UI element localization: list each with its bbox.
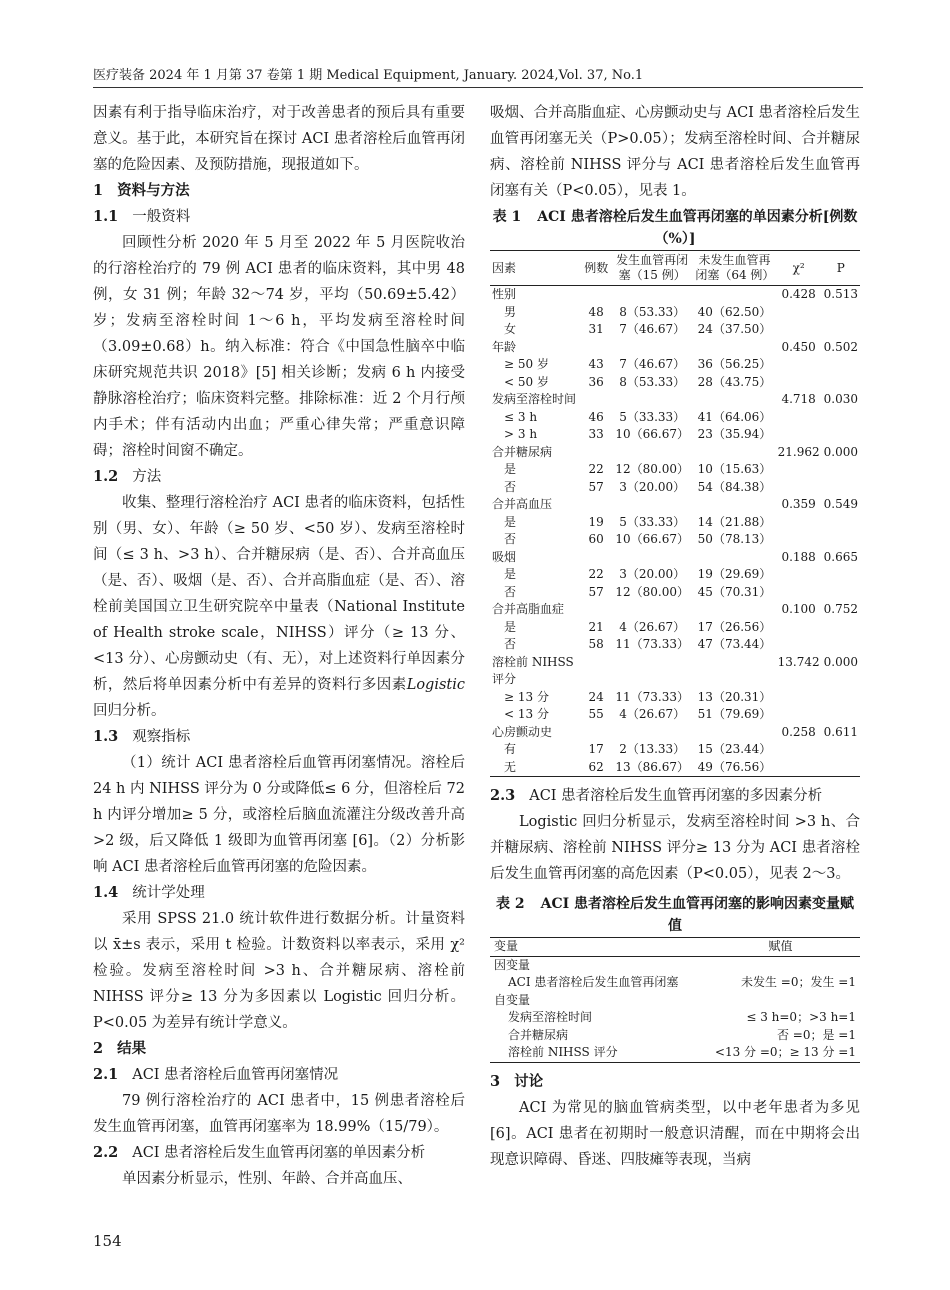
table-1-caption: 表 1 ACI 患者溶栓后发生血管再闭塞的单因素分析[例数（%）] xyxy=(492,209,858,247)
table-cell-assignment: ≤ 3 h=0；>3 h=1 xyxy=(746,1010,856,1024)
table-cell-reocclusion: 12（80.00） xyxy=(615,584,689,599)
table-cell-count xyxy=(581,601,611,619)
right-column xyxy=(490,100,860,1173)
table-cell-p: 0.611 xyxy=(823,724,858,739)
table-row xyxy=(490,671,860,689)
table-cell-factor: 否 xyxy=(504,584,517,599)
table-row xyxy=(490,391,860,409)
table-cell-count: 43 xyxy=(588,357,604,371)
table-row xyxy=(490,514,860,532)
table-row xyxy=(490,724,860,742)
table-cell-reocclusion: 4（26.67） xyxy=(619,707,686,721)
table-cell-no-reocclusion xyxy=(693,444,775,462)
table-cell-variable: 溶栓前 NIHSS 评分 xyxy=(508,1045,618,1059)
table-cell-p xyxy=(822,636,860,654)
table-cell-factor: 评分 xyxy=(492,672,517,686)
table-cell-p xyxy=(822,321,860,339)
table-cell-no-reocclusion xyxy=(693,724,775,742)
table-cell-reocclusion: 12（80.00） xyxy=(615,462,689,476)
table-cell-chi xyxy=(776,759,822,777)
table-row xyxy=(490,566,860,584)
table-row xyxy=(490,689,860,707)
table-cell-count: 31 xyxy=(588,322,604,336)
table-row xyxy=(490,339,860,357)
section-1-4-text: 采用 SPSS 21.0 统计软件进行数据分析。计量资料以 x̄±s 表示，采用 t 检验。计数资料以率表示，采用 χ² 检验。发病至溶栓时间 >3 h、合并糖尿病、溶栓前 NIHSS 评分≥ 13 分为多因素以 Logistic 回归分析。P<0.05 为差异有统计学意义。 xyxy=(93,911,465,1031)
table-cell-chi xyxy=(776,479,822,497)
table-cell-factor: ≤ 3 h xyxy=(504,409,538,424)
table-cell-p: 0.665 xyxy=(823,549,858,564)
table-cell-reocclusion xyxy=(611,724,693,742)
section-2-2-text: 单因素分析显示，性别、年龄、合并高血压、 xyxy=(122,1171,412,1187)
table-cell-chi: 13.742 xyxy=(777,654,820,669)
table-row xyxy=(490,974,860,992)
table-cell-chi: 0.450 xyxy=(781,339,816,354)
table-cell-reocclusion: 5（33.33） xyxy=(619,514,686,529)
table-cell-p: 0.030 xyxy=(823,392,858,406)
table-cell-count xyxy=(581,671,611,689)
table-cell-no-reocclusion: 14（21.88） xyxy=(697,514,772,529)
table-cell-reocclusion: 4（26.67） xyxy=(619,619,686,634)
table-cell-factor: 否 xyxy=(504,532,517,546)
table-cell-count: 57 xyxy=(588,584,604,599)
table-cell-no-reocclusion: 10（15.63） xyxy=(697,462,772,476)
table-cell-chi xyxy=(776,531,822,549)
table-row xyxy=(490,461,860,479)
table-cell-variable: 自变量 xyxy=(494,992,531,1007)
table-cell-factor: 有 xyxy=(504,742,517,756)
table-cell-chi xyxy=(776,566,822,584)
table-cell-no-reocclusion: 45（70.31） xyxy=(697,584,772,599)
table-cell-reocclusion: 3（20.00） xyxy=(619,567,686,581)
table-row xyxy=(490,426,860,444)
table-cell-count: 21 xyxy=(588,619,604,634)
section-1-heading: 1 资料与方法 xyxy=(93,182,190,199)
table-cell-factor: 是 xyxy=(504,514,517,529)
table-row xyxy=(490,374,860,392)
table-cell-no-reocclusion xyxy=(693,339,775,357)
table-cell-count: 33 xyxy=(588,427,604,441)
table-row xyxy=(490,601,860,619)
table-row xyxy=(490,706,860,724)
table-cell-no-reocclusion: 41（64.06） xyxy=(697,409,772,424)
table-cell-factor: 无 xyxy=(504,759,517,774)
table-cell-reocclusion xyxy=(611,549,693,567)
table-cell-factor: 男 xyxy=(504,304,517,319)
table-row xyxy=(490,584,860,602)
table-cell-p xyxy=(822,619,860,637)
table-cell-reocclusion xyxy=(611,671,693,689)
table-cell-factor: 合并糖尿病 xyxy=(492,444,553,459)
table-cell-p xyxy=(822,479,860,497)
section-1-1-text: 回顾性分析 2020 年 5 月至 2022 年 5 月医院收治的行溶栓治疗的 79 例 ACI 患者的临床资料，其中男 48 例，女 31 例；年龄 32～74 岁，平均（50.69±5.42）岁；发病至溶栓时间 1～6 h，平均发病至溶栓时间（3.09±0.68）h。纳入标准：符合《中国急性脑卒中临床研究规范共识 2018》[5] 相关诊断；发病 6 h 内接受静脉溶栓治疗；临床资料完整。排除标准：近 2 个月行颅内手术；伴有活动内出血；严重心律失常；严重意识障碍；溶栓时间窗不确定。 xyxy=(93,235,465,459)
table-cell-chi: 0.428 xyxy=(781,287,816,301)
table-1-header-count: 例数 xyxy=(581,251,611,286)
table-2-body xyxy=(490,956,860,1062)
table-row xyxy=(490,1009,860,1027)
table-cell-assignment: <13 分 =0；≥ 13 分 =1 xyxy=(714,1045,856,1059)
table-cell-reocclusion xyxy=(611,339,693,357)
table-cell-p xyxy=(822,531,860,549)
table-1-header-p: P xyxy=(822,251,860,286)
section-2-3-text: Logistic 回归分析显示，发病至溶栓时间 >3 h、合并糖尿病、溶栓前 NIHSS 评分≥ 13 分为 ACI 患者溶栓后发生血管再闭塞的高危因素（P<0.05），见表 2～3。 xyxy=(490,814,860,882)
table-cell-no-reocclusion: 36（56.25） xyxy=(697,357,772,371)
table-cell-reocclusion: 11（73.33） xyxy=(615,637,689,651)
table-cell-p: 0.502 xyxy=(823,339,858,354)
table-row xyxy=(490,741,860,759)
table-cell-count xyxy=(581,724,611,742)
table-row xyxy=(490,496,860,514)
section-2-2-continued: 吸烟、合并高脂血症、心房颤动史与 ACI 患者溶栓后发生血管再闭塞无关（P>0.05）；发病至溶栓时间、合并糖尿病、溶栓前 NIHSS 评分与 ACI 患者溶栓后发生血管再闭塞有关（P<0.05），见表 1。 xyxy=(490,105,861,199)
table-cell-assignment: 未发生 =0；发生 =1 xyxy=(740,975,856,989)
table-cell-chi xyxy=(776,461,822,479)
table-cell-reocclusion: 8（53.33） xyxy=(619,374,686,389)
table-cell-p xyxy=(822,304,860,322)
table-cell-chi xyxy=(776,584,822,602)
section-1-3-heading: 1.3 观察指标 xyxy=(93,728,191,745)
table-cell-count: 22 xyxy=(588,567,604,581)
table-cell-no-reocclusion: 51（79.69） xyxy=(697,707,772,721)
table-cell-count xyxy=(581,286,611,304)
table-cell-factor: 否 xyxy=(504,637,517,651)
table-cell-no-reocclusion xyxy=(693,601,775,619)
table-cell-variable: 合并糖尿病 xyxy=(508,1027,569,1042)
table-1 xyxy=(490,250,860,777)
table-cell-no-reocclusion xyxy=(693,671,775,689)
table-cell-reocclusion: 5（33.33） xyxy=(619,409,686,424)
table-cell-no-reocclusion xyxy=(693,654,775,672)
table-cell-p xyxy=(822,374,860,392)
section-3-heading: 3 讨论 xyxy=(490,1072,544,1090)
table-cell-factor: 否 xyxy=(504,479,517,494)
table-cell-factor: 年龄 xyxy=(492,339,517,354)
table-cell-p xyxy=(822,741,860,759)
table-row xyxy=(490,409,860,427)
table-cell-no-reocclusion xyxy=(693,391,775,409)
table-row xyxy=(490,286,860,304)
table-cell-no-reocclusion: 15（23.44） xyxy=(697,742,772,756)
table-cell-no-reocclusion: 50（78.13） xyxy=(697,532,772,546)
table-cell-assignment: 否 =0；是 =1 xyxy=(776,1027,856,1042)
table-row xyxy=(490,356,860,374)
section-1-2-text: 收集、整理行溶栓治疗 ACI 患者的临床资料，包括性别（男、女）、年龄（≥ 50 岁、<50 岁）、发病至溶栓时间（≤ 3 h、>3 h）、合并糖尿病（是、否）、合并高血压（是、否）、吸烟（是、否）、合并高脂血症（是、否）、溶栓前美国国立卫生研究院卒中量表（National Institute of Health stroke scale，NIHSS）评分（≥ 13 分、<13 分）、心房颤动史（有、无），对上述资料行单因素分析，然后将单因素分析中有差异的资料行多因素Logistic 回归分析。 xyxy=(93,495,465,719)
table-cell-chi xyxy=(776,374,822,392)
table-cell-assignment xyxy=(698,956,860,974)
table-cell-count xyxy=(581,391,611,409)
section-2-2-heading: 2.2 ACI 患者溶栓后发生血管再闭塞的单因素分析 xyxy=(93,1144,426,1161)
table-row xyxy=(490,479,860,497)
table-cell-chi xyxy=(776,321,822,339)
table-cell-p xyxy=(822,409,860,427)
table-cell-variable: 发病至溶栓时间 xyxy=(508,1010,593,1024)
table-cell-count: 60 xyxy=(588,532,604,546)
table-cell-chi: 0.258 xyxy=(781,724,816,739)
table-row xyxy=(490,992,860,1010)
section-2-1-text: 79 例行溶栓治疗的 ACI 患者中，15 例患者溶栓后发生血管再闭塞，血管再闭塞率为 18.99%（15/79）。 xyxy=(93,1093,465,1135)
table-cell-no-reocclusion: 28（43.75） xyxy=(697,374,772,389)
table-cell-reocclusion: 8（53.33） xyxy=(619,304,686,319)
table-cell-reocclusion: 13（86.67） xyxy=(615,759,689,774)
table-row xyxy=(490,619,860,637)
table-cell-count xyxy=(581,444,611,462)
table-1-header-chi: χ² xyxy=(776,251,822,286)
table-cell-count: 58 xyxy=(588,637,604,651)
table-cell-p: 0.000 xyxy=(823,654,858,669)
table-cell-reocclusion: 7（46.67） xyxy=(619,357,686,371)
table-cell-p: 0.513 xyxy=(823,287,858,301)
table-cell-factor: 是 xyxy=(504,462,517,476)
table-cell-count: 19 xyxy=(588,514,604,529)
running-header: 医疗装备 2024 年 1 月第 37 卷第 1 期 Medical Equipment, January. 2024,Vol. 37, No.1 xyxy=(93,64,863,88)
table-2-caption: 表 2 ACI 患者溶栓后发生血管再闭塞的影响因素变量赋值 xyxy=(495,896,855,934)
table-row xyxy=(490,956,860,974)
table-cell-p xyxy=(822,426,860,444)
table-cell-no-reocclusion: 19（29.69） xyxy=(697,567,772,581)
table-cell-reocclusion: 2（13.33） xyxy=(619,742,686,756)
table-cell-factor: > 3 h xyxy=(504,427,538,441)
table-cell-chi xyxy=(776,636,822,654)
table-cell-p xyxy=(822,566,860,584)
table-cell-factor: 女 xyxy=(504,322,517,336)
table-cell-chi: 21.962 xyxy=(777,444,820,459)
table-cell-no-reocclusion: 24（37.50） xyxy=(697,322,772,336)
table-cell-no-reocclusion: 40（62.50） xyxy=(697,304,772,319)
table-cell-factor: 发病至溶栓时间 xyxy=(492,392,577,406)
table-cell-p xyxy=(822,584,860,602)
left-column xyxy=(93,100,465,1192)
table-cell-chi xyxy=(776,514,822,532)
table-cell-reocclusion xyxy=(611,391,693,409)
table-row xyxy=(490,531,860,549)
table-cell-count: 36 xyxy=(588,374,604,389)
table-cell-reocclusion: 3（20.00） xyxy=(619,479,686,494)
table-cell-factor: 是 xyxy=(504,567,517,581)
table-cell-factor: 合并高脂血症 xyxy=(492,602,565,616)
table-cell-reocclusion xyxy=(611,654,693,672)
table-1-header-no-reocclusion: 未发生血管再闭塞（64 例） xyxy=(693,251,775,286)
table-cell-chi xyxy=(776,671,822,689)
table-cell-chi xyxy=(776,706,822,724)
table-cell-count: 48 xyxy=(588,304,604,319)
table-cell-p xyxy=(822,689,860,707)
table-cell-chi xyxy=(776,426,822,444)
table-row xyxy=(490,654,860,672)
table-cell-chi xyxy=(776,304,822,322)
table-1-header-factor: 因素 xyxy=(490,251,581,286)
table-cell-variable: ACI 患者溶栓后发生血管再闭塞 xyxy=(508,975,679,989)
table-cell-factor: ≥ 50 岁 xyxy=(504,357,549,371)
table-cell-no-reocclusion xyxy=(693,286,775,304)
table-cell-count xyxy=(581,339,611,357)
table-cell-chi: 4.718 xyxy=(781,392,816,406)
table-2-header-assignment: 赋值 xyxy=(698,938,860,957)
table-cell-count: 57 xyxy=(588,479,604,494)
table-row xyxy=(490,759,860,777)
table-cell-p: 0.000 xyxy=(823,444,858,459)
section-3-text: ACI 为常见的脑血管病类型，以中老年患者为多见 [6]。ACI 患者在初期时一般意识清醒，而在中期将会出现意识障碍、昏迷、四肢瘫等表现，当病 xyxy=(490,1099,860,1168)
table-cell-reocclusion: 10（66.67） xyxy=(615,427,689,441)
table-cell-count xyxy=(581,496,611,514)
table-row xyxy=(490,549,860,567)
table-cell-reocclusion xyxy=(611,601,693,619)
table-row xyxy=(490,1044,860,1062)
table-cell-factor: 溶栓前 NIHSS xyxy=(492,654,574,669)
table-cell-p xyxy=(822,461,860,479)
section-2-heading: 2 结果 xyxy=(93,1040,147,1057)
table-cell-count: 62 xyxy=(588,759,604,774)
table-cell-no-reocclusion: 17（26.56） xyxy=(697,619,772,634)
section-1-4-heading: 1.4 统计学处理 xyxy=(93,884,205,901)
intro-paragraph: 因素有利于指导临床治疗，对于改善患者的预后具有重要意义。基于此，本研究旨在探讨 ACI 患者溶栓后血管再闭塞的危险因素、及预防措施，现报道如下。 xyxy=(93,105,465,173)
table-cell-chi: 0.188 xyxy=(781,549,816,564)
table-cell-p xyxy=(822,759,860,777)
table-cell-no-reocclusion xyxy=(693,496,775,514)
section-1-2-heading: 1.2 方法 xyxy=(93,468,162,485)
table-cell-p: 0.752 xyxy=(823,602,858,616)
table-cell-count xyxy=(581,549,611,567)
table-cell-assignment xyxy=(698,992,860,1010)
table-cell-no-reocclusion: 23（35.94） xyxy=(697,427,772,441)
table-cell-reocclusion: 7（46.67） xyxy=(619,322,686,336)
table-row xyxy=(490,321,860,339)
table-cell-chi: 0.100 xyxy=(781,602,816,616)
table-cell-factor: < 13 分 xyxy=(504,707,549,721)
section-1-1-heading: 1.1 一般资料 xyxy=(93,208,191,225)
table-cell-reocclusion xyxy=(611,444,693,462)
table-row xyxy=(490,1027,860,1045)
table-row xyxy=(490,304,860,322)
table-cell-count: 24 xyxy=(588,689,604,704)
table-cell-factor: < 50 岁 xyxy=(504,374,549,389)
table-cell-p xyxy=(822,514,860,532)
table-cell-chi xyxy=(776,356,822,374)
table-cell-factor: 心房颤动史 xyxy=(492,724,553,739)
section-1-3-text: （1）统计 ACI 患者溶栓后血管再闭塞情况。溶栓后 24 h 内 NIHSS 评分为 0 分或降低≤ 6 分，但溶栓后 72 h 内评分增加≥ 5 分，或溶栓后脑血流灌注分级改善升高 >2 级，后又降低 1 级即为血管再闭塞 [6]。（2）分析影响 ACI 患者溶栓后血管再闭塞的危险因素。 xyxy=(93,755,465,875)
table-cell-chi xyxy=(776,619,822,637)
table-cell-factor: 性别 xyxy=(492,287,517,301)
table-cell-count xyxy=(581,654,611,672)
table-cell-factor: 是 xyxy=(504,619,517,634)
table-cell-count: 17 xyxy=(588,742,604,756)
table-2-header-variable: 变量 xyxy=(490,938,698,957)
page-number: 154 xyxy=(93,1232,122,1250)
table-cell-count: 22 xyxy=(588,462,604,476)
table-cell-chi xyxy=(776,741,822,759)
table-cell-chi xyxy=(776,689,822,707)
table-cell-factor: 合并高血压 xyxy=(492,497,553,511)
table-cell-chi xyxy=(776,409,822,427)
table-1-header-reocclusion: 发生血管再闭塞（15 例） xyxy=(611,251,693,286)
table-cell-no-reocclusion xyxy=(693,549,775,567)
table-cell-factor: ≥ 13 分 xyxy=(504,689,549,704)
table-cell-factor: 吸烟 xyxy=(492,549,517,564)
table-cell-variable: 因变量 xyxy=(494,957,531,972)
section-2-1-heading: 2.1 ACI 患者溶栓后血管再闭塞情况 xyxy=(93,1066,339,1083)
table-cell-no-reocclusion: 54（84.38） xyxy=(697,479,772,494)
section-2-3-heading: 2.3 ACI 患者溶栓后发生血管再闭塞的多因素分析 xyxy=(490,787,823,804)
table-cell-no-reocclusion: 49（76.56） xyxy=(697,759,772,774)
table-cell-count: 55 xyxy=(588,707,604,721)
table-2 xyxy=(490,937,860,1063)
table-cell-reocclusion: 11（73.33） xyxy=(615,689,689,704)
table-cell-no-reocclusion: 47（73.44） xyxy=(697,637,772,651)
table-cell-count: 46 xyxy=(588,409,604,424)
table-cell-reocclusion xyxy=(611,286,693,304)
table-cell-chi: 0.359 xyxy=(781,497,816,511)
table-cell-reocclusion: 10（66.67） xyxy=(615,532,689,546)
table-cell-p xyxy=(822,706,860,724)
table-cell-p: 0.549 xyxy=(823,497,858,511)
table-cell-reocclusion xyxy=(611,496,693,514)
table-row xyxy=(490,444,860,462)
table-cell-p xyxy=(822,671,860,689)
table-row xyxy=(490,636,860,654)
table-cell-no-reocclusion: 13（20.31） xyxy=(697,689,772,704)
table-cell-p xyxy=(822,356,860,374)
table-1-body xyxy=(490,286,860,777)
